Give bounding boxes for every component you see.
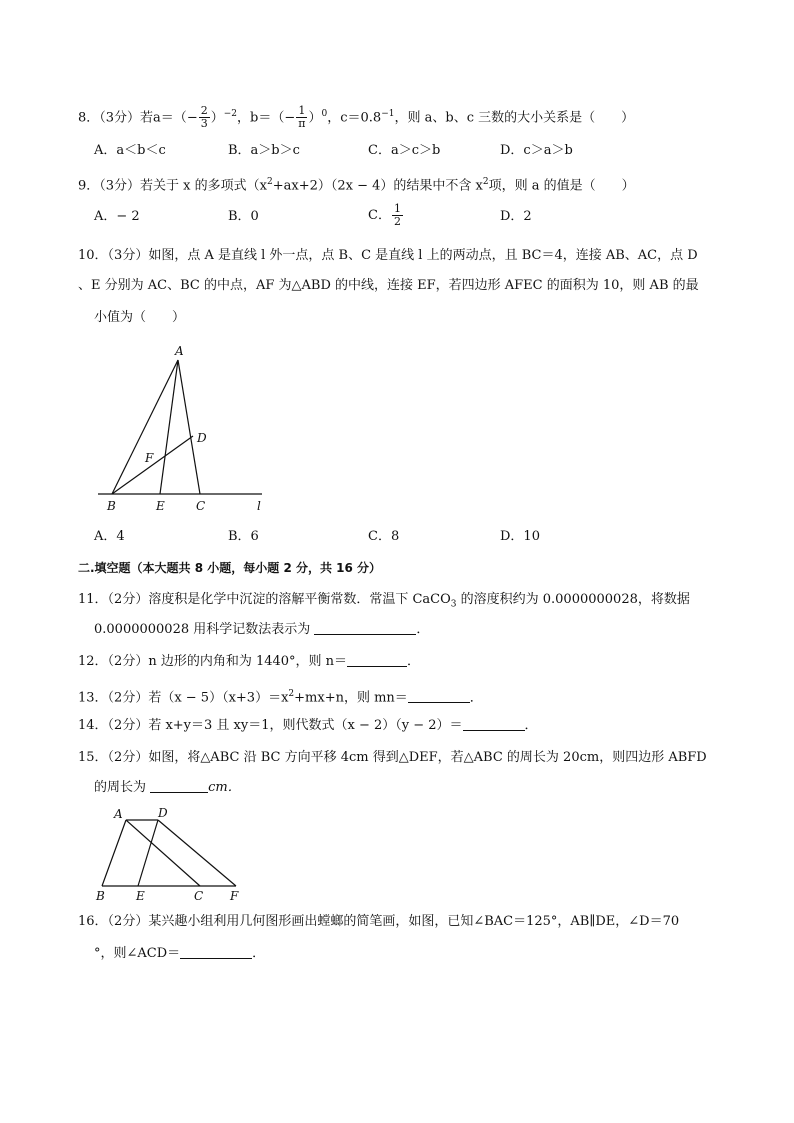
- q9-text-c: 项，则 a 的值是（ ）: [488, 178, 635, 194]
- question-10-line-2: 、E 分别为 AC、BC 的中点，AF 为△ABD 的中线，连接 EF，若四边形 AFEC 的面积为 10，则 AB 的最: [78, 278, 699, 293]
- q9-text-b: +ax+2）（2x − 4）的结果中不含 x: [272, 178, 483, 194]
- q13-sup: 2: [288, 689, 295, 699]
- segment-ab: [102, 820, 126, 886]
- q11-text-b: 的溶度积约为 0.0000000028，将数据: [456, 592, 690, 607]
- label-d: D: [197, 431, 207, 445]
- q13-answer-blank[interactable]: [408, 688, 470, 703]
- q8-rest: ，则 a、b、c 三数的大小关系是（ ）: [394, 110, 635, 126]
- segment-ac: [178, 360, 200, 494]
- question-14: [78, 714, 734, 738]
- q14-end: ．: [524, 718, 538, 733]
- q15-text-a: 的周长为: [94, 780, 151, 795]
- question-11-line-2: [94, 618, 734, 642]
- q8-option-b: B．a＞b＞c: [228, 143, 300, 158]
- q8-c-eq: ，c＝0.8: [327, 110, 382, 126]
- q8-c-exp: −1: [381, 109, 395, 119]
- q8-a-fraction: [199, 105, 210, 130]
- question-15-line-1: 15．（2分）如图，将△ABC 沿 BC 方向平移 4cm 得到△DEF，若△ABC 的周长为 20cm，则四边形 ABFD: [78, 750, 707, 765]
- q9-option-c-label: C．: [368, 208, 391, 223]
- label-c: C: [194, 889, 204, 903]
- segment-bd: [112, 436, 193, 494]
- segment-ab: [112, 360, 178, 494]
- label-e: E: [136, 889, 145, 903]
- segment-de: [138, 820, 158, 886]
- q8-b-num: 1: [296, 105, 307, 118]
- q11-end: ．: [416, 622, 430, 637]
- q8-a-tail: ）: [210, 110, 224, 126]
- q8-b-eq: ，b＝（: [237, 110, 285, 126]
- q8-option-c: C．a＞c＞b: [368, 143, 441, 158]
- q8-number: 8．（3分）若: [78, 110, 154, 126]
- label-b: B: [96, 889, 105, 903]
- q14-text: 14．（2分）若 x+y＝3 且 xy＝1，则代数式（x − 2）（y − 2）＝: [78, 718, 463, 733]
- q15-unit: cm．: [208, 780, 241, 795]
- q9-c-num: 1: [393, 202, 401, 215]
- q13-end: ．: [469, 690, 483, 706]
- q9-option-b: B．0: [228, 209, 259, 224]
- q8-a-exp: −2: [223, 109, 238, 119]
- q8-b-exp: 0: [321, 109, 328, 119]
- label-b: B: [107, 499, 116, 513]
- q13-text-b: +mx+n，则 mn＝: [294, 690, 408, 706]
- q9-option-a: A．− 2: [94, 209, 140, 224]
- question-9: [78, 170, 734, 194]
- q9-c-den: 2: [393, 215, 401, 228]
- q8-a-eq: a＝（: [153, 110, 187, 126]
- label-c: C: [196, 499, 206, 513]
- q12-answer-blank[interactable]: [347, 652, 407, 667]
- section-2-heading: 二.填空题（本大题共 8 小题，每小题 2 分，共 16 分）: [78, 561, 382, 575]
- q16-end: ．: [252, 946, 266, 961]
- q9-option-d: D．2: [500, 209, 532, 224]
- label-f: F: [230, 889, 239, 903]
- segment-ac: [126, 820, 200, 886]
- segment-df: [158, 820, 236, 886]
- q11-text-a: 11．（2分）溶度积是化学中沉淀的溶解平衡常数．常温下 CaCO: [78, 592, 451, 607]
- label-d: D: [158, 806, 168, 820]
- q10-option-c: C．8: [368, 529, 400, 544]
- question-10-line-1: 10．（3分）如图，点 A 是直线 l 外一点，点 B、C 是直线 l 上的两动点，且 BC＝4，连接 AB、AC，点 D: [78, 248, 698, 263]
- segment-ae: [160, 360, 178, 494]
- label-f: F: [145, 451, 154, 465]
- question-11-line-1: [78, 588, 734, 612]
- q8-a-num: 2: [200, 104, 208, 118]
- q8-b-tail: ）: [308, 110, 322, 126]
- q11-answer-blank[interactable]: [314, 620, 416, 635]
- q14-answer-blank[interactable]: [463, 716, 525, 731]
- question-8: 8．（3分）若a＝（− $\frac{2}{3}$ ）$^{-2}$，b＝（− $\frac{1}{\pi}$ ）$^0$，$c=0.8^{-1}$，则 a、b、c 三数的大小关系是（ ）: [78, 104, 635, 131]
- q8-b-den: π: [298, 117, 306, 131]
- q11-sub: 3: [450, 599, 457, 610]
- q12-end: ．: [407, 654, 421, 669]
- question-15-line-2: [94, 776, 734, 800]
- q11-line-2-text: 0.0000000028 用科学记数法表示为: [94, 622, 315, 637]
- q12-text: 12．（2分）n 边形的内角和为 1440°，则 n＝: [78, 654, 348, 669]
- q9-sup-1: 2: [266, 177, 273, 187]
- q13-text-a: 13．（2分）若（x − 5）（x+3）＝x: [78, 690, 289, 706]
- label-a: A: [175, 344, 184, 358]
- label-a: A: [114, 807, 123, 821]
- question-10-line-3: 小值为（ ）: [94, 310, 186, 325]
- q9-option-c: [368, 202, 404, 228]
- q9-option-c-fraction: [392, 203, 403, 228]
- label-e: E: [156, 499, 165, 513]
- q8-option-d: D．c＞a＞b: [500, 143, 573, 158]
- q8-option-a: A．a＜b＜c: [94, 143, 166, 158]
- q10-option-a: A．4: [94, 529, 125, 544]
- q15-answer-blank[interactable]: [150, 778, 208, 793]
- q9-sup-2: 2: [482, 177, 489, 187]
- q15-figure: [90, 804, 250, 904]
- q9-text-a: 9．（3分）若关于 x 的多项式（x: [78, 178, 267, 194]
- q8-b-fraction: [296, 105, 307, 130]
- q10-option-b: B．6: [228, 529, 259, 544]
- question-12: [78, 650, 734, 674]
- q16-answer-blank[interactable]: [180, 944, 252, 959]
- question-16-line-2: [94, 942, 734, 966]
- q8-a-den: 3: [200, 117, 208, 131]
- q16-text: °，则∠ACD＝: [94, 946, 181, 961]
- label-l: l: [257, 499, 261, 513]
- question-13: [78, 682, 734, 706]
- question-16-line-1: 16．（2分）某兴趣小组利用几何图形画出螳螂的简笔画，如图，已知∠BAC＝125°，AB∥DE，∠D＝70: [78, 914, 680, 929]
- q10-figure: [90, 340, 280, 520]
- q10-option-d: D．10: [500, 529, 540, 544]
